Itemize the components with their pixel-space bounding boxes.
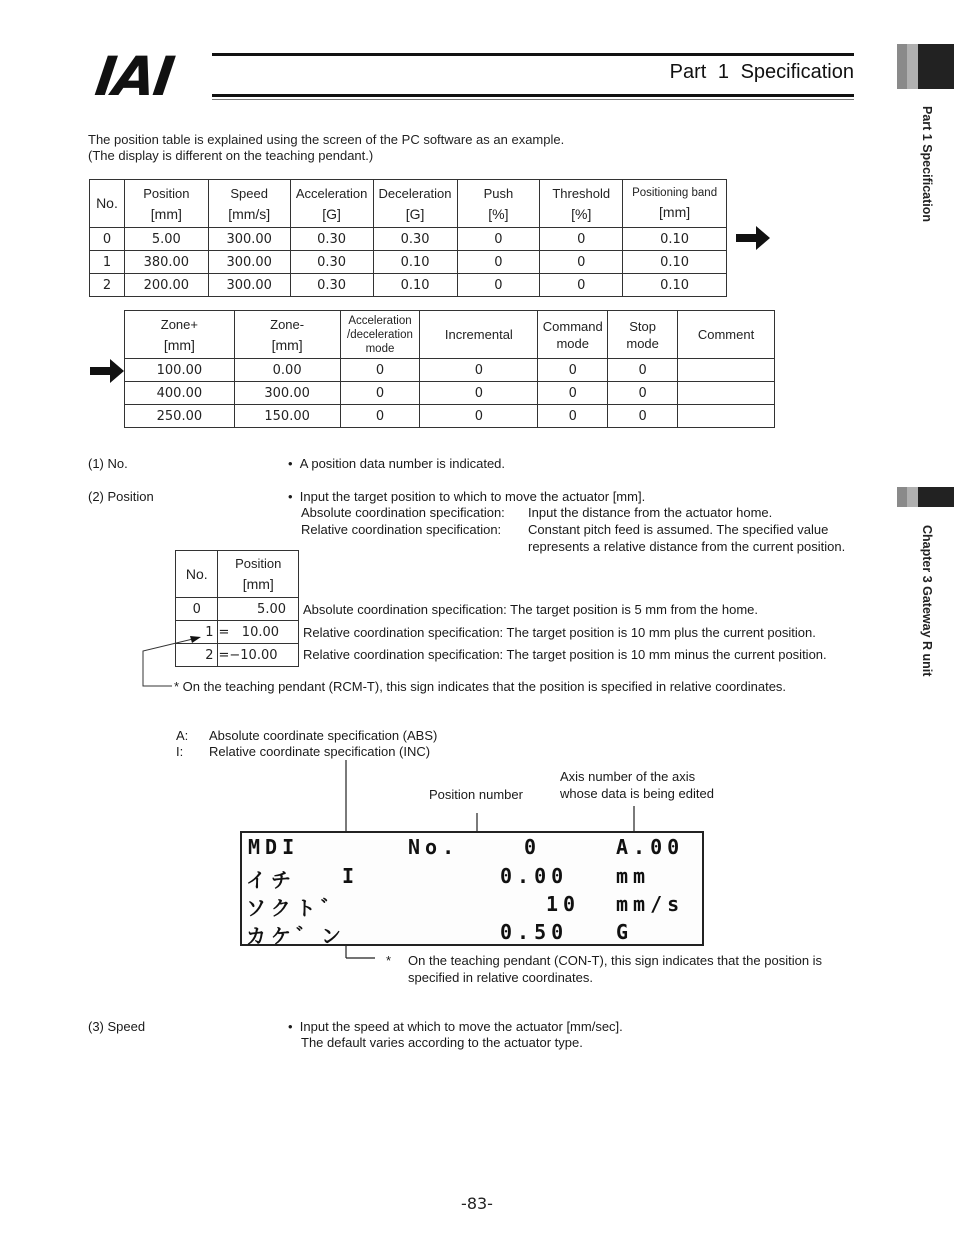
lcd-note-text: On the teaching pendant (CON-T), this sign indicates that the position is specified in relative coordinates.: [408, 953, 823, 985]
code-a-text: Absolute coordinate specification (ABS): [209, 728, 438, 743]
example-note-abs: Absolute coordination specification: The target position is 5 mm from the home.: [303, 602, 758, 617]
item-speed-desc: • Input the speed at which to move the actuator [mm/sec].: [288, 1019, 623, 1034]
abs-spec-label: Absolute coordination specification:: [301, 505, 505, 520]
item-speed-label: (3) Speed: [88, 1019, 146, 1034]
col-header-incremental: Incremental: [420, 311, 538, 359]
table-row: 2 200.00 300.00 0.30 0.10 0 0 0.10: [90, 274, 727, 297]
continuation-arrow-icon: [736, 226, 772, 250]
col-header-acceleration: Acceleration [G]: [290, 180, 373, 228]
intro-text: The position table is explained using the screen of the PC software as an example. (The display is different on the teaching pendant.): [88, 132, 565, 163]
table-row: 0 5.00 300.00 0.30 0.30 0 0 0.10: [90, 228, 727, 251]
side-tab-shade: [907, 44, 918, 89]
col-header-positioning-band: Positioning band [mm]: [623, 180, 727, 228]
table-row: 100.00 0.00 0 0 0 0: [125, 359, 775, 382]
item-no-label: (1) No.: [88, 456, 128, 471]
table-row: 1 = 10.00: [176, 621, 299, 644]
label-axis-number: Axis number of the axis whose data is being edited: [560, 769, 714, 801]
table-row: 250.00 150.00 0 0 0 0: [125, 405, 775, 428]
item-no-desc: • A position data number is indicated.: [288, 456, 506, 471]
col-header-comment: Comment: [678, 311, 775, 359]
table-row: 400.00 300.00 0 0 0 0: [125, 382, 775, 405]
page-number: -83-: [461, 1194, 493, 1213]
col-header-zone-plus: Zone+ [mm]: [125, 311, 235, 359]
side-tab-block: [918, 44, 954, 89]
page-title: Part 1 Specification: [669, 61, 854, 83]
table-row: 0 5.00: [176, 598, 299, 621]
lcd-row-3: ソクト゛ 10 mm/s: [246, 892, 685, 920]
table-row: 2 =−10.00: [176, 644, 299, 667]
lcd-note-star: *: [386, 953, 392, 968]
side-tab-shade: [907, 487, 918, 507]
col-header-speed: Speed [mm/s]: [208, 180, 290, 228]
col-header-threshold: Threshold [%]: [540, 180, 623, 228]
side-tab-shade: [897, 44, 907, 89]
col-header-no: No.: [176, 551, 218, 598]
example-note-rel-plus: Relative coordination specification: The target position is 10 mm plus the current position.: [303, 625, 816, 640]
lcd-row-2: イチ I 0.00 mm: [246, 864, 651, 892]
position-table-part2: [124, 310, 775, 428]
col-header-zone-minus: Zone- [mm]: [234, 311, 340, 359]
example-note-rel-minus: Relative coordination specification: The target position is 10 mm minus the current position.: [303, 647, 827, 662]
col-header-accel-decel-mode: Acceleration /deceleration mode: [340, 311, 420, 359]
relative-indicator: I: [342, 864, 360, 888]
table-row: 1 380.00 300.00 0.30 0.10 0 0 0.10: [90, 251, 727, 274]
abs-spec-text: Input the distance from the actuator home.: [528, 505, 773, 520]
col-header-deceleration: Deceleration [G]: [373, 180, 457, 228]
item-position-label: (2) Position: [88, 489, 154, 504]
item-position-desc: • Input the target position to which to move the actuator [mm].: [288, 489, 646, 504]
col-header-no: No.: [90, 180, 125, 228]
relative-sign: =−: [218, 647, 241, 663]
header-rule-bottom: [212, 94, 854, 97]
side-tab-block: [918, 487, 954, 507]
relative-sign: =: [218, 624, 230, 640]
header-rule-thin: [212, 99, 854, 100]
side-tab-part-label: Part 1 Specification: [920, 106, 934, 223]
side-tab-chapter-label: Chapter 3 Gateway R unit: [920, 525, 934, 677]
pendant-lcd-display: [240, 831, 704, 946]
col-header-position: Position [mm]: [124, 180, 208, 228]
header-rule-top: [212, 53, 854, 56]
side-tab-shade: [897, 487, 907, 507]
iai-logo: IAI: [91, 45, 177, 108]
col-header-push: Push [%]: [457, 180, 540, 228]
footnote-rcm-t: * On the teaching pendant (RCM-T), this sign indicates that the position is specified in relative coordinates.: [174, 679, 787, 694]
rel-spec-label: Relative coordination specification:: [301, 522, 502, 537]
continuation-arrow-icon: [90, 359, 126, 383]
lcd-row-1: MDI No. 0 A.00: [248, 835, 685, 859]
code-i-key: I:: [176, 744, 184, 759]
label-position-number: Position number: [429, 787, 523, 802]
item-speed-desc-2: The default varies according to the actuator type.: [301, 1035, 583, 1050]
rel-spec-text: Constant pitch feed is assumed. The specified value represents a relative distance from the current position.: [528, 522, 846, 554]
code-a-key: A:: [176, 728, 189, 743]
col-header-stop-mode: Stop mode: [608, 311, 678, 359]
col-header-position: Position [mm]: [218, 551, 299, 598]
code-i-text: Relative coordinate specification (INC): [209, 744, 431, 759]
col-header-command-mode: Command mode: [538, 311, 608, 359]
lcd-row-4: カケ゛ン 0.50 G: [246, 920, 634, 948]
position-table-part1: [89, 179, 727, 297]
